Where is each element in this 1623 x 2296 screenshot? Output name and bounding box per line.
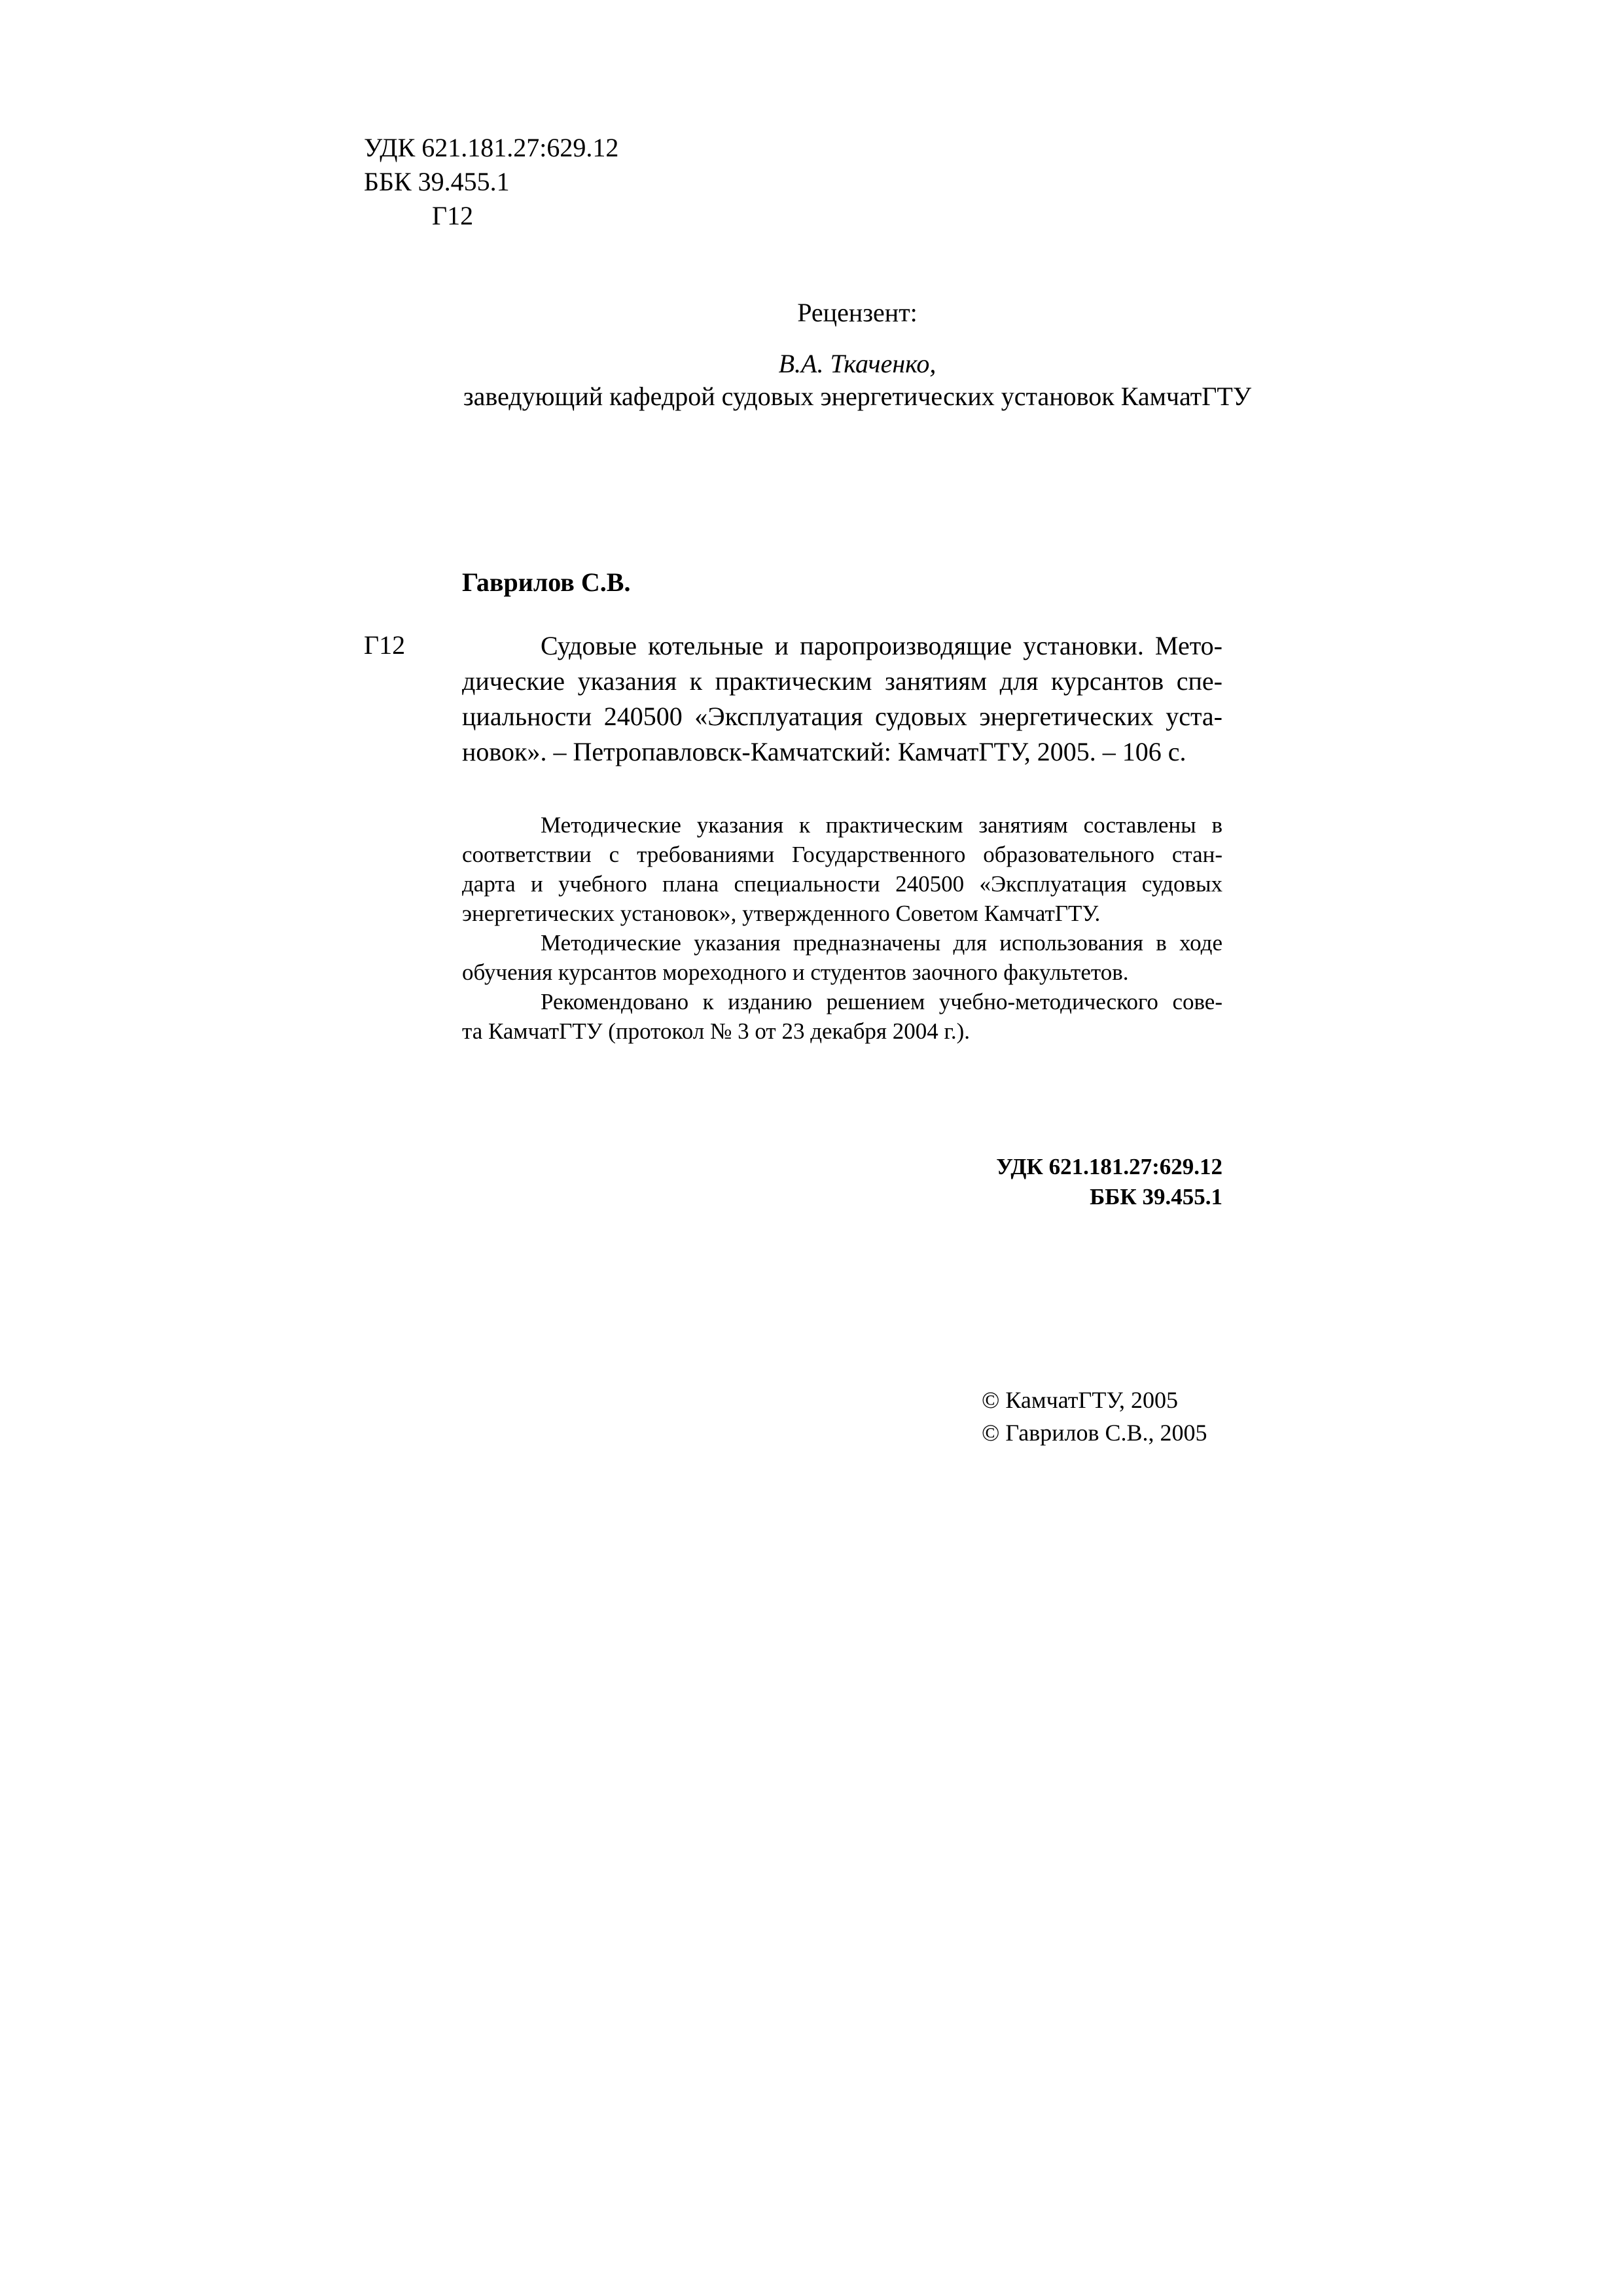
annotation-line: энергетических установок», утвержденного Советом КамчатГТУ. — [462, 901, 1101, 926]
classification-codes-top — [364, 131, 618, 233]
annotation-line: обучения курсантов мореходного и студентов заочного факультетов. — [462, 960, 1129, 985]
annotation-line: Методические указания к практическим занятиям составлены в — [541, 812, 1222, 838]
bbk-code: ББК 39.455.1 — [364, 167, 510, 196]
annotation-line: Рекомендовано к изданию решением учебно-методического сове- — [541, 989, 1222, 1014]
author-mark: Г12 — [432, 201, 474, 230]
bibliography-line: новок». – Петропавловск-Камчатский: КамчатГТУ, 2005. – 106 с. — [462, 737, 1186, 766]
annotation-line: та КамчатГТУ (протокол № 3 от 23 декабря 2004 г.). — [462, 1018, 971, 1044]
copyright-block — [982, 1384, 1207, 1449]
bibliography-line: циальности 240500 «Эксплуатация судовых энергетических уста- — [462, 702, 1222, 731]
author-name: Гаврилов С.В. — [462, 567, 631, 597]
bibliography-line: дические указания к практическим занятиям для курсантов спе- — [462, 666, 1222, 696]
bibliographic-description — [462, 628, 1222, 770]
annotation-line: соответствии с требованиями Государственного образовательного стан- — [462, 842, 1222, 867]
udk-code: УДК 621.181.27:629.12 — [364, 133, 619, 162]
udk-code-bottom: УДК 621.181.27:629.12 — [996, 1154, 1222, 1179]
copyright-author: © Гаврилов С.В., 2005 — [982, 1420, 1207, 1446]
annotation-line: Методические указания предназначены для использования в ходе — [541, 930, 1222, 956]
bibliography-index-mark: Г12 — [364, 630, 406, 660]
annotation-line: дарта и учебного плана специальности 240500 «Эксплуатация судовых — [462, 871, 1222, 897]
reviewer-position: заведующий кафедрой судовых энергетических установок КамчатГТУ — [463, 382, 1252, 411]
bbk-code-bottom: ББК 39.455.1 — [1090, 1184, 1222, 1210]
annotation — [462, 810, 1222, 1046]
reviewer-name: В.А. Ткаченко, — [778, 349, 936, 378]
copyright-publisher: © КамчатГТУ, 2005 — [982, 1387, 1178, 1413]
classification-codes-bottom — [916, 1152, 1222, 1212]
bibliography-line: Судовые котельные и паропроизводящие установки. Мето- — [541, 631, 1222, 660]
reviewer-heading: Рецензент: — [797, 298, 918, 327]
